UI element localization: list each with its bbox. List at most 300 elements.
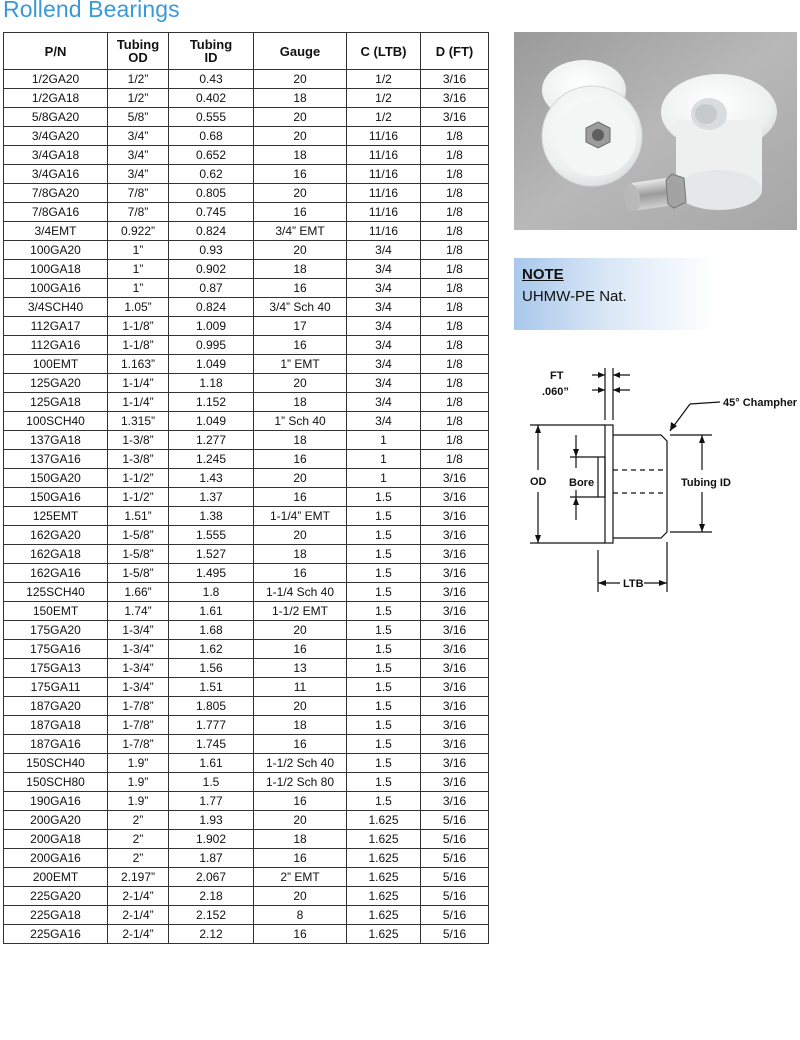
table-row [4,545,489,564]
cell-c-ltb: 3/4 [347,241,421,260]
cell-tubing-id: 1.527 [169,545,254,564]
cell-c-ltb: 11/16 [347,184,421,203]
cell-d-ft: 3/16 [421,70,489,89]
cell-pn: 3/4EMT [4,222,108,241]
table-row [4,773,489,792]
table-row [4,184,489,203]
cell-c-ltb: 3/4 [347,374,421,393]
cell-pn: 225GA18 [4,906,108,925]
cell-c-ltb: 1 [347,431,421,450]
cell-tubing-id: 1.18 [169,374,254,393]
cell-tubing-od: 1-3/4” [108,621,169,640]
col-header-d-ft: D (FT) [421,33,489,70]
table-row [4,488,489,507]
table-row [4,868,489,887]
table-row [4,222,489,241]
cell-c-ltb: 1.625 [347,811,421,830]
cell-tubing-od: 1-7/8” [108,716,169,735]
dimension-drawing [520,360,800,600]
ltb-label: LTB [623,578,644,590]
cell-tubing-id: 1.51 [169,678,254,697]
cell-d-ft: 3/16 [421,564,489,583]
cell-c-ltb: 1.625 [347,830,421,849]
bearing-photo-illustration [514,32,797,230]
cell-tubing-od: 2-1/4” [108,887,169,906]
ft-value-label: .060” [542,386,569,398]
cell-pn: 175GA11 [4,678,108,697]
cell-c-ltb: 1.5 [347,564,421,583]
cell-tubing-id: 1.62 [169,640,254,659]
cell-gauge: 20 [254,469,347,488]
cell-d-ft: 1/8 [421,393,489,412]
cell-tubing-id: 1.61 [169,602,254,621]
cell-d-ft: 3/16 [421,697,489,716]
table-row [4,336,489,355]
cell-tubing-id: 1.61 [169,754,254,773]
cell-c-ltb: 1.5 [347,545,421,564]
cell-d-ft: 3/16 [421,469,489,488]
col-header-tubing-od: Tubing OD [108,33,169,70]
cell-d-ft: 1/8 [421,127,489,146]
table-row [4,241,489,260]
cell-gauge: 16 [254,279,347,298]
cell-tubing-id: 0.824 [169,298,254,317]
cell-pn: 150GA16 [4,488,108,507]
cell-d-ft: 5/16 [421,868,489,887]
cell-tubing-od: 3/4” [108,165,169,184]
cell-d-ft: 1/8 [421,222,489,241]
table-row [4,374,489,393]
table-row [4,583,489,602]
cell-c-ltb: 3/4 [347,355,421,374]
cell-pn: 3/4GA20 [4,127,108,146]
cell-tubing-id: 1.495 [169,564,254,583]
table-row [4,260,489,279]
cell-d-ft: 5/16 [421,830,489,849]
cell-c-ltb: 11/16 [347,127,421,146]
cell-tubing-od: 1-3/4” [108,659,169,678]
cell-pn: 150EMT [4,602,108,621]
table-row [4,507,489,526]
cell-d-ft: 1/8 [421,355,489,374]
cell-tubing-id: 2.12 [169,925,254,944]
cell-pn: 187GA18 [4,716,108,735]
cell-tubing-od: 1-3/8” [108,431,169,450]
cell-tubing-id: 0.652 [169,146,254,165]
cell-tubing-od: 1-5/8” [108,564,169,583]
cell-pn: 3/4GA16 [4,165,108,184]
cell-d-ft: 3/16 [421,716,489,735]
cell-gauge: 16 [254,925,347,944]
cell-c-ltb: 1.5 [347,792,421,811]
cell-tubing-od: 1.9” [108,773,169,792]
cell-gauge: 17 [254,317,347,336]
cell-tubing-id: 1.56 [169,659,254,678]
table-row [4,89,489,108]
cell-tubing-id: 1.805 [169,697,254,716]
cell-pn: 175GA20 [4,621,108,640]
table-row [4,716,489,735]
cell-tubing-od: 2-1/4” [108,925,169,944]
tubing-id-label: Tubing ID [681,477,731,489]
cell-c-ltb: 1.625 [347,849,421,868]
cell-tubing-od: 1-5/8” [108,545,169,564]
cell-c-ltb: 1.625 [347,925,421,944]
cell-d-ft: 5/16 [421,925,489,944]
cell-tubing-od: 1.315” [108,412,169,431]
cell-c-ltb: 1.625 [347,906,421,925]
cell-gauge: 16 [254,336,347,355]
cell-pn: 125GA18 [4,393,108,412]
cell-d-ft: 1/8 [421,450,489,469]
cell-pn: 100SCH40 [4,412,108,431]
cell-tubing-od: 1-1/4” [108,374,169,393]
cell-tubing-id: 1.745 [169,735,254,754]
cell-gauge: 20 [254,241,347,260]
cell-gauge: 3/4” Sch 40 [254,298,347,317]
cell-pn: 225GA20 [4,887,108,906]
table-row [4,146,489,165]
cell-d-ft: 1/8 [421,184,489,203]
cell-d-ft: 3/16 [421,108,489,127]
cell-tubing-od: 1.74” [108,602,169,621]
cell-gauge: 1-1/2 EMT [254,602,347,621]
cell-gauge: 16 [254,735,347,754]
cell-gauge: 18 [254,146,347,165]
cell-tubing-id: 1.049 [169,355,254,374]
note-text: UHMW-PE Nat. [522,288,627,305]
cell-tubing-od: 1-1/4” [108,393,169,412]
cell-tubing-od: 1-7/8” [108,697,169,716]
cell-c-ltb: 3/4 [347,279,421,298]
cell-pn: 200GA18 [4,830,108,849]
cell-tubing-od: 0.922” [108,222,169,241]
cell-gauge: 1-1/2 Sch 80 [254,773,347,792]
cell-d-ft: 1/8 [421,298,489,317]
champher-label: 45° Champher [723,397,798,409]
bearing-diagram [520,360,800,600]
table-row [4,621,489,640]
cell-gauge: 20 [254,811,347,830]
cell-pn: 175GA16 [4,640,108,659]
cell-c-ltb: 1.5 [347,640,421,659]
table-row [4,659,489,678]
cell-d-ft: 5/16 [421,906,489,925]
cell-tubing-id: 1.245 [169,450,254,469]
spec-table [3,32,489,944]
cell-d-ft: 1/8 [421,374,489,393]
cell-gauge: 20 [254,697,347,716]
cell-tubing-id: 0.995 [169,336,254,355]
cell-tubing-od: 1.9” [108,792,169,811]
table-row [4,450,489,469]
table-row [4,526,489,545]
cell-c-ltb: 11/16 [347,203,421,222]
cell-tubing-id: 0.93 [169,241,254,260]
cell-gauge: 3/4” EMT [254,222,347,241]
cell-gauge: 20 [254,374,347,393]
cell-d-ft: 5/16 [421,887,489,906]
table-row [4,469,489,488]
cell-d-ft: 1/8 [421,165,489,184]
cell-tubing-id: 1.43 [169,469,254,488]
cell-c-ltb: 1.5 [347,678,421,697]
cell-tubing-id: 0.824 [169,222,254,241]
cell-gauge: 20 [254,526,347,545]
cell-c-ltb: 1.5 [347,507,421,526]
od-label: OD [530,476,547,488]
cell-c-ltb: 11/16 [347,146,421,165]
cell-c-ltb: 11/16 [347,165,421,184]
table-row [4,431,489,450]
cell-tubing-id: 1.555 [169,526,254,545]
cell-tubing-id: 0.62 [169,165,254,184]
col-header-gauge: Gauge [254,33,347,70]
cell-gauge: 18 [254,89,347,108]
cell-tubing-id: 1.902 [169,830,254,849]
cell-tubing-od: 1” [108,279,169,298]
cell-gauge: 16 [254,640,347,659]
cell-pn: 7/8GA16 [4,203,108,222]
cell-pn: 125GA20 [4,374,108,393]
table-row [4,678,489,697]
cell-tubing-id: 1.93 [169,811,254,830]
cell-pn: 200GA20 [4,811,108,830]
cell-gauge: 18 [254,545,347,564]
cell-tubing-od: 1-3/4” [108,678,169,697]
cell-tubing-od: 1.51” [108,507,169,526]
cell-gauge: 20 [254,621,347,640]
table-row [4,887,489,906]
cell-d-ft: 1/8 [421,146,489,165]
cell-c-ltb: 3/4 [347,317,421,336]
cell-c-ltb: 1/2 [347,70,421,89]
product-photo [514,32,797,230]
cell-pn: 187GA20 [4,697,108,716]
cell-tubing-id: 1.38 [169,507,254,526]
cell-pn: 137GA18 [4,431,108,450]
cell-gauge: 16 [254,488,347,507]
cell-tubing-od: 7/8” [108,184,169,203]
table-row [4,830,489,849]
table-row [4,355,489,374]
cell-tubing-od: 1.66” [108,583,169,602]
table-row [4,127,489,146]
cell-pn: 7/8GA20 [4,184,108,203]
cell-gauge: 20 [254,127,347,146]
cell-tubing-id: 1.152 [169,393,254,412]
cell-c-ltb: 1.5 [347,659,421,678]
cell-gauge: 16 [254,203,347,222]
cell-d-ft: 3/16 [421,640,489,659]
cell-gauge: 18 [254,393,347,412]
cell-tubing-od: 7/8” [108,203,169,222]
cell-c-ltb: 1/2 [347,108,421,127]
cell-pn: 162GA20 [4,526,108,545]
cell-pn: 125EMT [4,507,108,526]
cell-d-ft: 1/8 [421,336,489,355]
cell-pn: 175GA13 [4,659,108,678]
cell-pn: 3/4GA18 [4,146,108,165]
cell-tubing-id: 0.745 [169,203,254,222]
table-row [4,203,489,222]
cell-c-ltb: 1.5 [347,621,421,640]
cell-d-ft: 3/16 [421,583,489,602]
cell-c-ltb: 3/4 [347,298,421,317]
cell-tubing-od: 1-1/2” [108,469,169,488]
cell-d-ft: 3/16 [421,545,489,564]
cell-tubing-od: 1-1/8” [108,336,169,355]
cell-c-ltb: 11/16 [347,222,421,241]
cell-tubing-od: 2-1/4” [108,906,169,925]
cell-tubing-od: 2” [108,830,169,849]
cell-tubing-id: 1.5 [169,773,254,792]
bore-label: Bore [569,477,595,489]
cell-c-ltb: 3/4 [347,393,421,412]
cell-d-ft: 3/16 [421,488,489,507]
cell-pn: 100EMT [4,355,108,374]
cell-d-ft: 1/8 [421,203,489,222]
table-row [4,906,489,925]
cell-d-ft: 1/8 [421,260,489,279]
cell-gauge: 1” EMT [254,355,347,374]
cell-tubing-id: 0.68 [169,127,254,146]
cell-pn: 150GA20 [4,469,108,488]
cell-gauge: 1” Sch 40 [254,412,347,431]
cell-d-ft: 5/16 [421,811,489,830]
cell-gauge: 16 [254,165,347,184]
cell-tubing-od: 5/8” [108,108,169,127]
table-row [4,735,489,754]
table-row [4,564,489,583]
cell-pn: 100GA18 [4,260,108,279]
cell-tubing-od: 1/2” [108,89,169,108]
cell-gauge: 16 [254,849,347,868]
cell-pn: 5/8GA20 [4,108,108,127]
col-header-c-ltb: C (LTB) [347,33,421,70]
cell-gauge: 16 [254,792,347,811]
cell-c-ltb: 1 [347,450,421,469]
cell-pn: 225GA16 [4,925,108,944]
table-row [4,70,489,89]
table-row [4,602,489,621]
cell-d-ft: 3/16 [421,602,489,621]
cell-c-ltb: 1.5 [347,602,421,621]
cell-d-ft: 1/8 [421,241,489,260]
cell-gauge: 18 [254,431,347,450]
cell-pn: 125SCH40 [4,583,108,602]
cell-c-ltb: 3/4 [347,412,421,431]
cell-tubing-id: 1.37 [169,488,254,507]
cell-tubing-od: 1.163” [108,355,169,374]
cell-gauge: 18 [254,716,347,735]
cell-c-ltb: 1.625 [347,868,421,887]
cell-tubing-od: 1-1/8” [108,317,169,336]
cell-pn: 3/4SCH40 [4,298,108,317]
cell-tubing-od: 1-1/2” [108,488,169,507]
cell-tubing-id: 1.049 [169,412,254,431]
cell-pn: 112GA17 [4,317,108,336]
table-row [4,640,489,659]
cell-c-ltb: 1/2 [347,89,421,108]
cell-tubing-od: 1-3/8” [108,450,169,469]
cell-tubing-id: 0.902 [169,260,254,279]
cell-pn: 187GA16 [4,735,108,754]
cell-tubing-od: 1-5/8” [108,526,169,545]
cell-gauge: 20 [254,70,347,89]
table-row [4,811,489,830]
table-row [4,849,489,868]
cell-tubing-id: 0.43 [169,70,254,89]
col-header-tubing-id: Tubing ID [169,33,254,70]
table-row [4,792,489,811]
cell-tubing-id: 1.77 [169,792,254,811]
cell-tubing-od: 1” [108,241,169,260]
cell-tubing-od: 1-7/8” [108,735,169,754]
cell-tubing-id: 1.009 [169,317,254,336]
ft-label: FT [550,370,564,382]
cell-gauge: 20 [254,887,347,906]
cell-d-ft: 3/16 [421,621,489,640]
cell-d-ft: 1/8 [421,279,489,298]
cell-gauge: 16 [254,450,347,469]
cell-gauge: 16 [254,564,347,583]
col-header-pn: P/N [4,33,108,70]
cell-tubing-id: 1.777 [169,716,254,735]
cell-c-ltb: 1.5 [347,488,421,507]
table-row [4,108,489,127]
cell-c-ltb: 1 [347,469,421,488]
cell-tubing-id: 0.805 [169,184,254,203]
cell-pn: 112GA16 [4,336,108,355]
table-row [4,393,489,412]
cell-pn: 150SCH80 [4,773,108,792]
cell-tubing-id: 1.277 [169,431,254,450]
cell-c-ltb: 3/4 [347,336,421,355]
table-row [4,298,489,317]
page-title: Rollend Bearings [3,0,180,22]
cell-tubing-id: 1.87 [169,849,254,868]
cell-tubing-od: 1.9” [108,754,169,773]
cell-tubing-od: 2” [108,811,169,830]
table-row [4,412,489,431]
cell-tubing-id: 0.87 [169,279,254,298]
cell-gauge: 1-1/2 Sch 40 [254,754,347,773]
cell-pn: 200GA16 [4,849,108,868]
cell-gauge: 20 [254,184,347,203]
cell-c-ltb: 3/4 [347,260,421,279]
cell-d-ft: 1/8 [421,412,489,431]
cell-d-ft: 5/16 [421,849,489,868]
cell-d-ft: 3/16 [421,678,489,697]
cell-d-ft: 3/16 [421,659,489,678]
cell-pn: 162GA18 [4,545,108,564]
cell-tubing-id: 1.8 [169,583,254,602]
cell-tubing-id: 2.152 [169,906,254,925]
cell-tubing-id: 0.555 [169,108,254,127]
cell-pn: 1/2GA20 [4,70,108,89]
cell-tubing-od: 1-3/4” [108,640,169,659]
cell-pn: 162GA16 [4,564,108,583]
cell-tubing-od: 3/4” [108,146,169,165]
table-row [4,165,489,184]
cell-c-ltb: 1.5 [347,754,421,773]
cell-gauge: 20 [254,108,347,127]
cell-pn: 100GA16 [4,279,108,298]
cell-pn: 150SCH40 [4,754,108,773]
cell-d-ft: 3/16 [421,526,489,545]
cell-d-ft: 3/16 [421,735,489,754]
